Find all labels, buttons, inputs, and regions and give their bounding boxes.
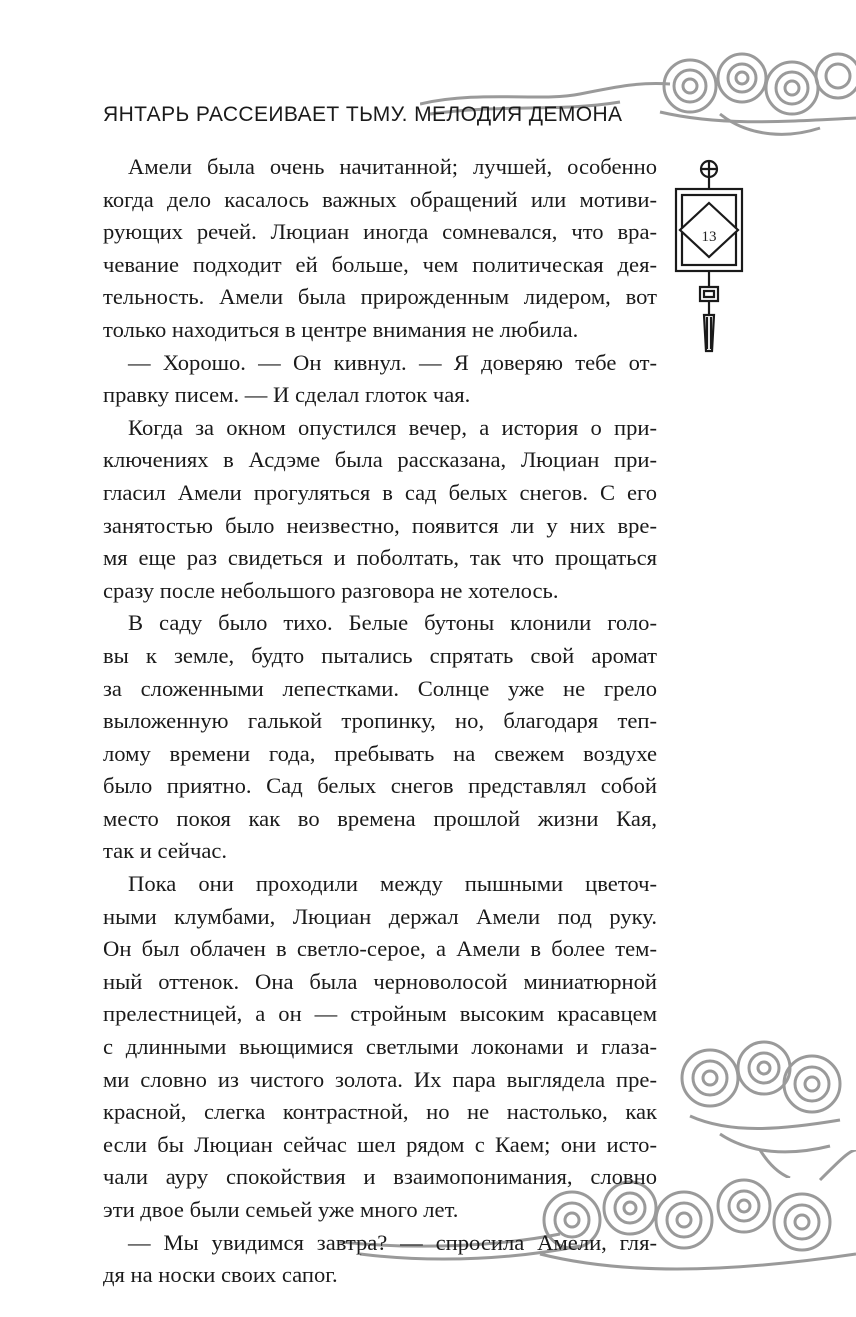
text-line: так и сейчас.: [103, 838, 228, 864]
text-line: ными клумбами, Люциан держал Амели под руку.: [103, 903, 657, 929]
text-line: — Хорошо. — Он кивнул. — Я доверяю тебе от-: [128, 349, 657, 375]
paragraph: [103, 607, 657, 868]
text-line: ключениях в Асдэме была рассказана, Люциан при-: [103, 447, 657, 473]
diamond-frame-pendant-icon: [668, 155, 750, 355]
text-line: чали ауру спокойствия и взаимопонимания, словно: [103, 1164, 657, 1190]
text-line: прелестницей, а он — стройным высоким красавцем: [103, 1001, 657, 1027]
text-line: — Мы увидимся завтра? — спросила Амели, гля-: [128, 1229, 657, 1255]
text-line: только находиться в центре внимания не любила.: [103, 316, 579, 342]
paragraph: [103, 412, 657, 608]
body-text: [103, 151, 657, 1292]
text-line: было приятно. Сад белых снегов представлял собой: [103, 773, 657, 799]
page-badge: [668, 155, 750, 355]
text-line: выложенную галькой тропинку, но, благодаря теп-: [103, 708, 657, 734]
text-line: ный оттенок. Она была черноволосой миниатюрной: [103, 968, 657, 994]
page-number: 13: [701, 229, 717, 245]
text-line: за сложенными лепестками. Солнце уже не грело: [103, 675, 657, 701]
text-line: если бы Люциан сейчас шел рядом с Каем; они исто-: [103, 1131, 657, 1157]
text-line: красной, слегка контрастной, но не настолько, как: [103, 1099, 657, 1125]
text-line: Он был облачен в светло-серое, а Амели в более тем-: [103, 936, 657, 962]
text-line: лому времени года, пребывать на свежем воздухе: [103, 740, 657, 766]
paragraph: [103, 151, 657, 347]
text-line: сразу после небольшого разговора не хотелось.: [103, 577, 559, 603]
paragraph: [103, 1227, 657, 1292]
cloud-ornament-top-icon: [420, 42, 856, 142]
text-line: ми словно из чистого золота. Их пара выглядела пре-: [103, 1066, 657, 1092]
paragraph: [103, 347, 657, 412]
text-line: тельность. Амели была прирожденным лидером, вот: [103, 284, 657, 310]
text-line: В саду было тихо. Белые бутоны клонили голо-: [128, 610, 657, 636]
text-line: дя на носки своих сапог.: [103, 1262, 338, 1288]
text-line: занятостью было неизвестно, появится ли у них вре-: [103, 512, 657, 538]
text-line: Когда за окном опустился вечер, а история о при-: [128, 414, 657, 440]
text-line: вы к земле, будто пытались спрятать свой аромат: [103, 642, 657, 668]
text-line: когда дело касалось важных обращений или мотиви-: [103, 186, 657, 212]
text-line: чевание подходит ей больше, чем политическая дея-: [103, 251, 657, 277]
text-line: место покоя как во времена прошлой жизни Кая,: [103, 805, 657, 831]
text-line: с длинными вьющимися светлыми локонами и глаза-: [103, 1034, 657, 1060]
text-line: Пока они проходили между пышными цветоч-: [128, 871, 657, 897]
text-line: гласил Амели прогуляться в сад белых снегов. С его: [103, 479, 657, 505]
text-line: эти двое были семьей уже много лет.: [103, 1197, 459, 1222]
running-title: ЯНТАРЬ РАССЕИВАЕТ ТЬМУ. МЕЛОДИЯ ДЕМОНА: [103, 103, 623, 126]
paragraph: [103, 868, 657, 1227]
text-line: правку писем. — И сделал глоток чая.: [103, 382, 471, 408]
text-line: мя еще раз свидеться и поболтать, так что прощаться: [103, 545, 657, 571]
text-line: рующих речей. Люциан иногда сомневался, что вра-: [103, 219, 657, 245]
text-line: Амели была очень начитанной; лучшей, особенно: [128, 154, 657, 179]
